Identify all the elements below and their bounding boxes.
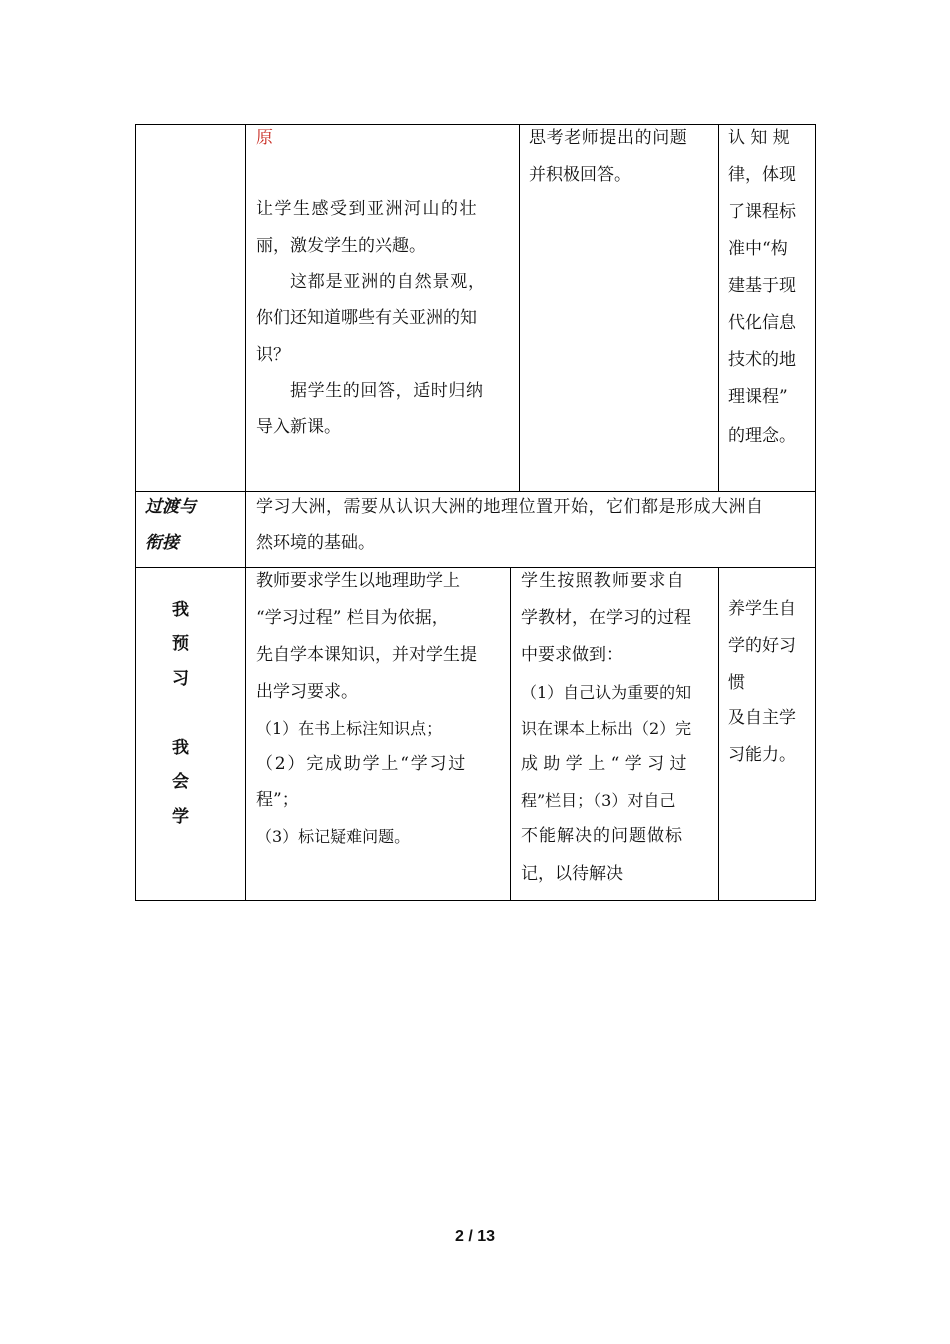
row3-student-line: 成 助 学 上 “ 学 习 过 xyxy=(521,754,687,774)
row1-activity-line: 这都是亚洲的自然景观， xyxy=(290,272,486,292)
table-border-bottom xyxy=(135,900,816,901)
row1-activity-line: 原 xyxy=(256,128,273,148)
row1-student-line: 思考老师提出的问题 xyxy=(529,128,688,148)
row3-label-char: 会 xyxy=(172,772,189,792)
row3-teacher-line: 出学习要求。 xyxy=(256,682,358,702)
row3-label-char: 学 xyxy=(172,807,189,827)
row3-teacher-line: 先自学本课知识，并对学生提 xyxy=(256,645,477,665)
row1-activity-line: 让学生感受到亚洲河山的壮 xyxy=(256,199,478,219)
row3-col2-divider xyxy=(510,567,511,900)
row1-activity-line: 你们还知道哪些有关亚洲的知 xyxy=(256,308,477,328)
row3-student-line: 学生按照教师要求自 xyxy=(521,571,685,591)
row3-teacher-line: “学习过程” 栏目为依据， xyxy=(256,608,449,628)
page-number: 2 / 13 xyxy=(454,1228,496,1245)
row1-intent-line: 的理念。 xyxy=(728,426,796,446)
row1-col3-divider xyxy=(718,124,719,491)
row1-intent-line: 认 知 规 xyxy=(728,128,790,148)
row3-label-char: 预 xyxy=(172,634,189,654)
row1-intent-line: 了课程标 xyxy=(728,202,796,222)
row3-label-char: 我 xyxy=(172,600,189,620)
row3-student-line: 记，以待解决 xyxy=(521,864,623,884)
row1-intent-line: 技术的地 xyxy=(728,350,796,370)
row1-student-line: 并积极回答。 xyxy=(529,165,631,185)
row2-content-line: 然环境的基础。 xyxy=(256,533,375,553)
row1-col2-divider xyxy=(519,124,520,491)
row3-teacher-line: （2）完成助学上“学习过 xyxy=(256,754,468,774)
table-border-top xyxy=(135,124,816,125)
row3-intent-line: 养学生自 xyxy=(728,599,796,619)
row3-intent-line: 习能力。 xyxy=(728,745,796,765)
row1-intent-line: 理课程” xyxy=(728,387,788,407)
row3-label-char: 习 xyxy=(172,669,189,689)
row3-intent-line: 惯 xyxy=(728,673,745,693)
row1-activity-line: 据学生的回答，适时归纳 xyxy=(290,381,484,401)
row3-teacher-line: （1）在书上标注知识点； xyxy=(256,719,443,738)
row3-intent-line: 及自主学 xyxy=(728,708,796,728)
table-border-left xyxy=(135,124,136,901)
row3-student-line: 不能解决的问题做标 xyxy=(521,826,683,846)
row3-student-line: 程”栏目；（3）对自己 xyxy=(521,791,676,810)
row2-label-line: 过渡与 xyxy=(145,497,196,517)
row3-student-line: （1）自己认为重要的知 xyxy=(521,683,692,702)
row3-student-line: 中要求做到： xyxy=(521,645,623,665)
row3-label-char: 我 xyxy=(172,738,189,758)
row1-activity-line: 丽，激发学生的兴趣。 xyxy=(256,236,426,256)
row2-label-line: 衔接 xyxy=(145,533,179,553)
row3-teacher-line: （3）标记疑难问题。 xyxy=(256,827,411,846)
row3-intent-line: 学的好习 xyxy=(728,636,796,656)
row3-student-line: 学教材，在学习的过程 xyxy=(521,608,691,628)
row1-activity-line: 识？ xyxy=(256,345,290,365)
row1-intent-line: 建基于现 xyxy=(728,276,796,296)
table-border-row2-bottom xyxy=(135,567,816,568)
row1-intent-line: 代化信息 xyxy=(728,313,796,333)
row1-intent-line: 律，体现 xyxy=(728,165,796,185)
row3-student-line: 识在课本上标出（2）完 xyxy=(521,719,692,738)
table-border-right xyxy=(815,124,816,901)
row1-intent-line: 准中“构 xyxy=(728,239,788,259)
row3-teacher-line: 程”； xyxy=(256,790,299,810)
row3-teacher-line: 教师要求学生以地理助学上 xyxy=(256,571,460,591)
row3-col3-divider xyxy=(718,567,719,900)
row2-content-line: 学习大洲，需要从认识大洲的地理位置开始，它们都是形成大洲自 xyxy=(256,497,764,517)
row1-activity-line: 导入新课。 xyxy=(256,417,341,437)
table-col1-divider xyxy=(245,124,246,901)
